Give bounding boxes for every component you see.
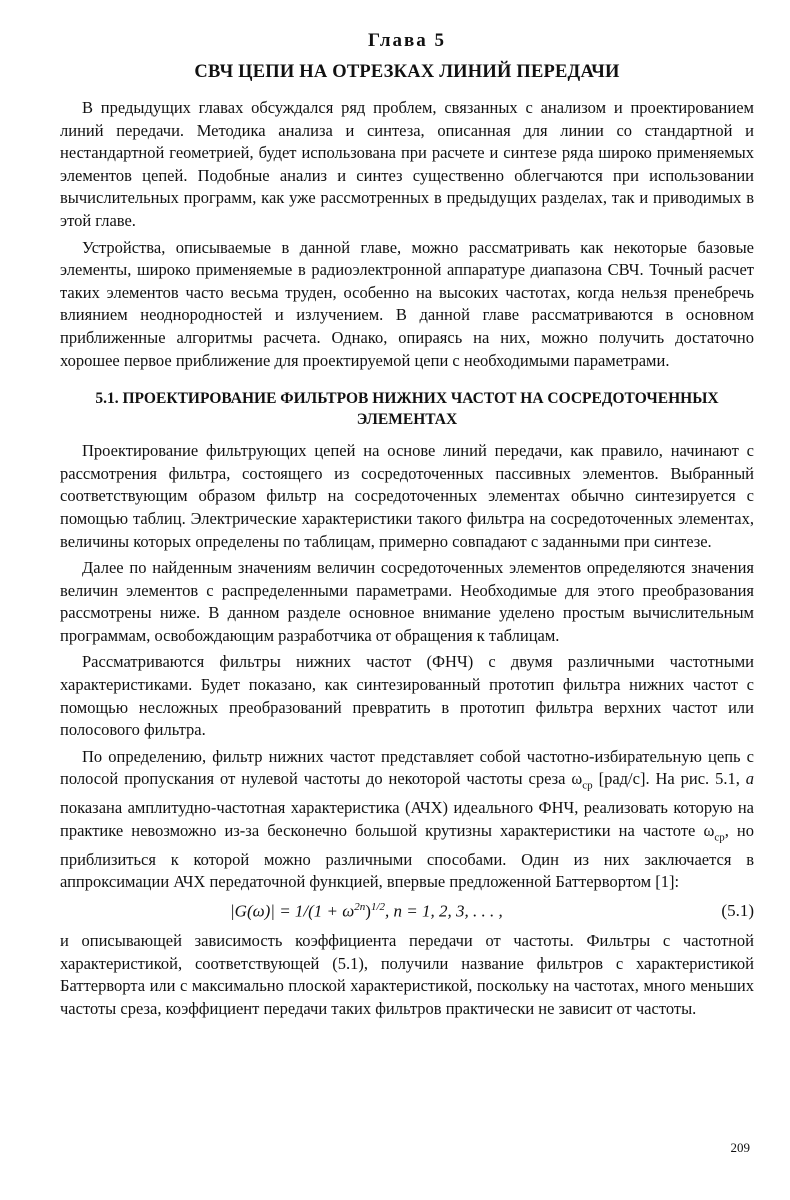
formula-rhs: , n = 1, 2, 3, . . . , [385,901,503,921]
section-paragraph-1: Проектирование фильтрующих цепей на основе линий передачи, как правило, начинают с рассмотрения фильтра, состоящего из сосредоточенных пассивных элементов. Выбранный соответствующим образом фильтр на сосредоточенных элементах обычно синтезируется с помощью таблиц. Электрические характеристики такого фильтра на сосредоточенных элементах, величины которых определены по таблицам, примерно совпадают с заданными при синтезе. [60,441,754,551]
formula-mid: ) [365,901,371,921]
figure-part-label: а [745,769,754,789]
intro-paragraph-1: В предыдущих главах обсуждался ряд проблем, связанных с анализом и проектированием линий передачи. Методика анализа и синтеза, описанная для линии со стандартной и нестандартной геометрией, будет использована при расчете и синтезе ряда широко применяемых элементов цепей. Подобные анализ и синтез существенно облегчаются при использовании вычислительных программ, как уже рассмотренных в предыдущих разделах, так и приводимых в этой главе. [60,98,754,230]
p4-text-c: показана амплитудно-частотная характеристика (АЧХ) идеального ФНЧ, реализовать которую на практике невозможно из-за бесконечно большой крутизны характеристики на частоте ω [60,798,754,840]
page-number: 209 [730,1140,750,1155]
formula-exponent-half: 1/2 [370,901,386,913]
section-paragraph-4 [60,746,754,894]
chapter-title: СВЧ ЦЕПИ НА ОТРЕЗКАХ ЛИНИЙ ПЕРЕДАЧИ [194,62,620,82]
cutoff-subscript-2: ср [714,831,725,844]
intro-paragraph-2: Устройства, описываемые в данной главе, можно рассматривать как некоторые базовые элементы, широко применяемые в радиоэлектронной аппаратуре диапазона СВЧ. Точный расчет таких элементов часто весьма труден, особенно на высоких частотах, когда нельзя пренебречь влиянием неоднородностей и излучением. В данной главе рассматриваются в основном приближенные алгоритмы расчета. Однако, опираясь на них, можно получить достаточно хорошее первое приближение для проектируемой цепи с необходимыми параметрами. [60,237,754,370]
section-paragraph-5: и описывающей зависимость коэффициента передачи от частоты. Фильтры с частотной характеристикой, соответствующей (5.1), получили название фильтров с характеристикой Баттерворта или с максимально плоской характеристикой, поскольку на частотах, много меньших частоты среза, коэффициент передачи таких фильтров практически не зависит от частоты. [60,931,754,1018]
section-paragraph-2: Далее по найденным значениям величин сосредоточенных элементов определяются значения величин элементов с распределенными параметрами. Необходимые для этого преобразования рассмотрены ниже. В данном разделе основное внимание уделено простым вычислительным программам, освобождающим разработчика от обращения к таблицам. [60,558,754,645]
section-paragraph-3: Рассматриваются фильтры нижних частот (ФНЧ) с двумя различными частотными характеристиками. Будет показано, как синтезированный прототип фильтра нижних частот с помощью несложных преобразований превратить в прототип фильтра верхних частот или полосового фильтра. [60,652,754,740]
chapter-label: Глава 5 [367,30,447,51]
section-title: 5.1. ПРОЕКТИРОВАНИЕ ФИЛЬТРОВ НИЖНИХ ЧАСТОТ НА СОСРЕДОТОЧЕННЫХ ЭЛЕМЕНТАХ [95,390,719,429]
equation-number: (5.1) [721,901,754,920]
p4-text-d: , но приблизиться к которой можно различными способами. Один из них заключается в аппроксимации АЧХ передаточной функцией, впервые предложенной Баттервортом [1]: [60,820,754,892]
cutoff-subscript-1: ср [582,779,593,792]
p4-text-b: [рад/с]. На рис. 5.1, [592,769,746,789]
formula-lhs: |G(ω)| = 1/(1 + ω [230,901,355,921]
equation-5-1 [60,898,754,928]
butterworth-formula [230,901,503,922]
formula-exponent-2n: 2n [354,901,366,913]
p4-text-a: По определению, фильтр нижних частот представляет собой частотно-избирательную цепь с полосой пропускания от нулевой частоты до некоторой частоты среза ω [60,746,754,789]
